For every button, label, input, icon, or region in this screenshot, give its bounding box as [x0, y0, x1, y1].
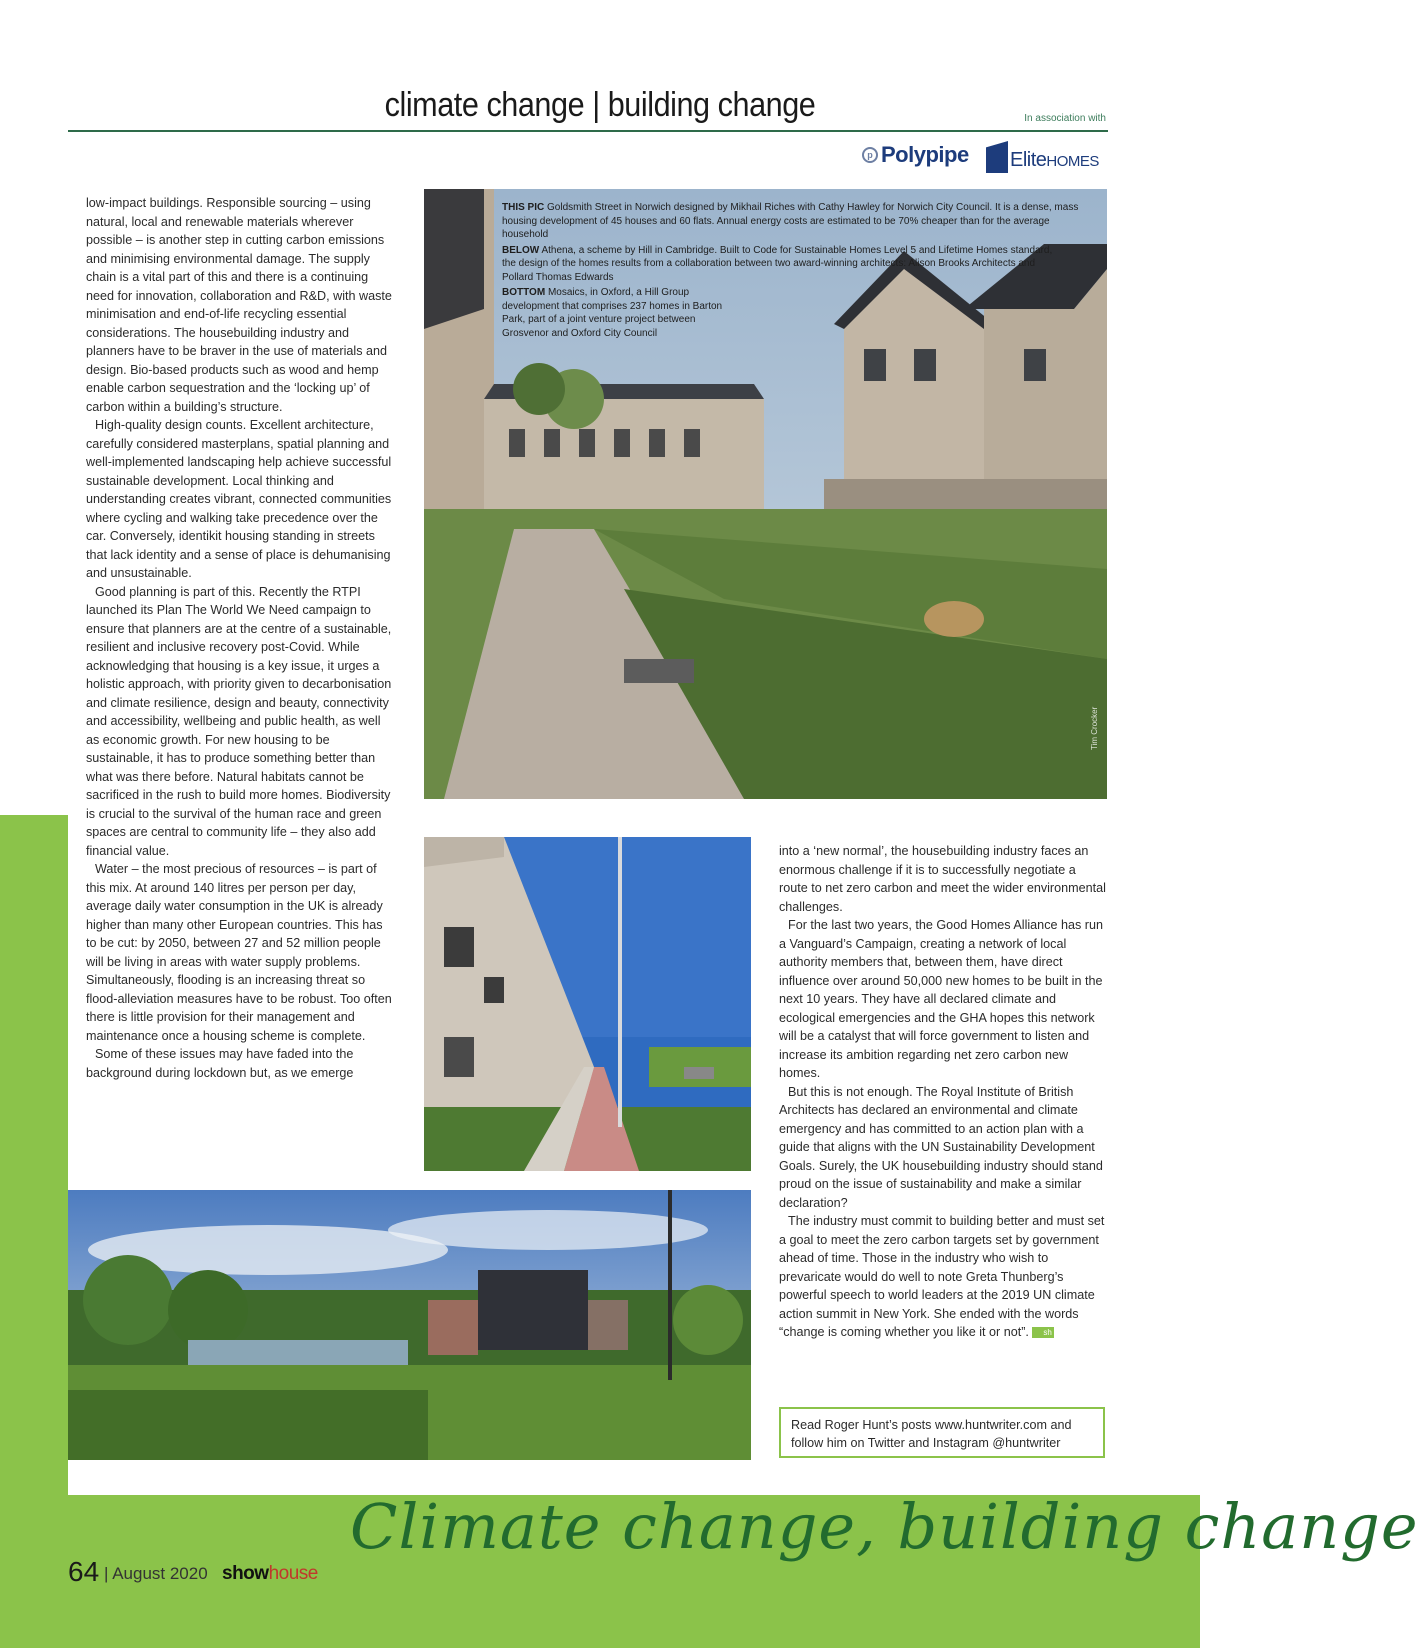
page-number: 64	[68, 1556, 100, 1587]
photo-captions	[502, 201, 1082, 342]
issue-date: | August 2020	[104, 1564, 208, 1583]
caption-below: BELOW Athena, a scheme by Hill in Cambridge. Built to Code for Sustainable Homes Level 5 and Lifetime Homes standard, the design of the homes results from a collaboration between two award-winning architects: Alison Brooks Architects and Pollard Thomas Edwards	[502, 244, 1053, 283]
paragraph: low-impact buildings. Responsible sourcing – using natural, local and renewable materials wherever possible – is another step in cutting carbon emissions and minimising environmental damage. The supply chain is a vital part of this and there is a continuing need for innovation, collaboration and R&D, with waste minimisation and end-of-life recycling essential considerations. The housebuilding industry and planners have to be braver in the use of materials and design. Bio-based products such as wood and hemp enable carbon sequestration and the ‘locking up’ of carbon within a building’s structure.	[86, 196, 392, 414]
paragraph: The industry must commit to building better and must set a goal to meet the zero carbon targets set by government ahead of time. Those in the industry who wish to prevaricate would do well to note Greta Thunberg’s powerful speech to world leaders at the 2019 UN climate action summit in New York. She ended with the words “change is coming whether you like it or not”. sh	[779, 1214, 1105, 1339]
paragraph: Good planning is part of this. Recently the RTPI launched its Plan The World We Need campaign to ensure that planners are at the centre of a sustainable, resilient and inclusive recovery post-Covid. While acknowledging that housing is a key issue, it urges a holistic approach, with priority given to decarbonisation and climate resilience, design and beauty, connectivity and accessibility, wellbeing and public health, as well as economic growth. For new housing to be sustainable, it has to produce something better than what was there before. Natural habitats cannot be sacrificed in the rush to build more homes. Biodiversity is crucial to the survival of the human race and green spaces are central to community life – they also add financial value.	[86, 584, 392, 858]
elite-homes-logo	[986, 141, 1099, 173]
paragraph: High-quality design counts. Excellent architecture, carefully considered masterplans, spatial planning and well-implemented landscaping help achieve successful sustainable development. Local thinking and understanding creates vibrant, connected communities where cycling and walking take precedence over the car. Conversely, identikit housing standing in streets that lack identity and a sense of place is dehumanising and unsustainable.	[86, 418, 392, 580]
polypipe-logo	[862, 142, 969, 168]
polypipe-wordmark: Polypipe	[881, 142, 969, 167]
paragraph: into a ‘new normal’, the housebuilding industry faces an enormous challenge if it is to successfully negotiate a route to net zero carbon and meet the wider environmental challenges.	[779, 844, 1106, 914]
paragraph: For the last two years, the Good Homes Alliance has run a Vanguard’s Campaign, creating a network of local authority members that, between them, have direct influence over around 50,000 new homes to be built in the next 10 years. They have all declared climate and ecological emergencies and the GHA hopes this network will be a catalyst that will force government to listen and increase its ambition regarding net zero carbon new homes.	[779, 918, 1103, 1080]
association-label: In association with	[1024, 113, 1106, 124]
green-sidebar-band	[0, 815, 68, 1495]
article-column-left	[86, 194, 396, 1082]
header-divider	[68, 130, 1108, 132]
elite-homes-mark-icon	[986, 141, 1008, 173]
polypipe-mark-icon: p	[862, 147, 878, 163]
page-title: climate change | building change	[384, 86, 816, 124]
section-script-title: Climate change, building change	[350, 1490, 1419, 1563]
magazine-brand: showhouse	[222, 1563, 318, 1584]
photo-credit: Tim Crocker	[1090, 706, 1099, 750]
author-info-box: Read Roger Hunt’s posts www.huntwriter.com and follow him on Twitter and Instagram @huntwriter	[779, 1407, 1105, 1458]
paragraph: But this is not enough. The Royal Institute of British Architects has declared an environmental and climate emergency and has committed to an action plan with a guide that aligns with the UN Sustainability Development Goals. Surely, the UK housebuilding industry should stand proud on the issue of sustainability and make a similar declaration?	[779, 1084, 1103, 1210]
paragraph: Water – the most precious of resources – is part of this mix. At around 140 litres per person per day, average daily water consumption in the UK is already higher than many other European countries. This has to be cut: by 2050, between 27 and 52 million people will be living in areas with water supply problems. Simultaneously, flooding is an increasing threat so flood-alleviation measures have to be robust. Too often there is little provision for their management and maintenance once a housing scheme is complete.	[86, 862, 392, 1043]
photo-athena	[424, 837, 751, 1171]
caption-bottom: BOTTOM Mosaics, in Oxford, a Hill Group development that comprises 237 homes in Barton Park, part of a joint venture project between Grosvenor and Oxford City Council	[502, 287, 723, 339]
caption-this-pic: THIS PIC Goldsmith Street in Norwich designed by Mikhail Riches with Cathy Hawley for Norwich City Council. It is a dense, mass housing development of 45 houses and 60 flats. Annual energy costs are estimated to be 70% cheaper than for the average household	[502, 202, 1079, 240]
end-mark-badge: sh	[1032, 1327, 1053, 1338]
elite-homes-wordmark: EliteHOMES	[1010, 149, 1099, 171]
photo-mosaics	[68, 1190, 751, 1460]
article-column-right	[779, 842, 1107, 1342]
paragraph: Some of these issues may have faded into the background during lockdown but, as we emerge	[86, 1047, 354, 1080]
